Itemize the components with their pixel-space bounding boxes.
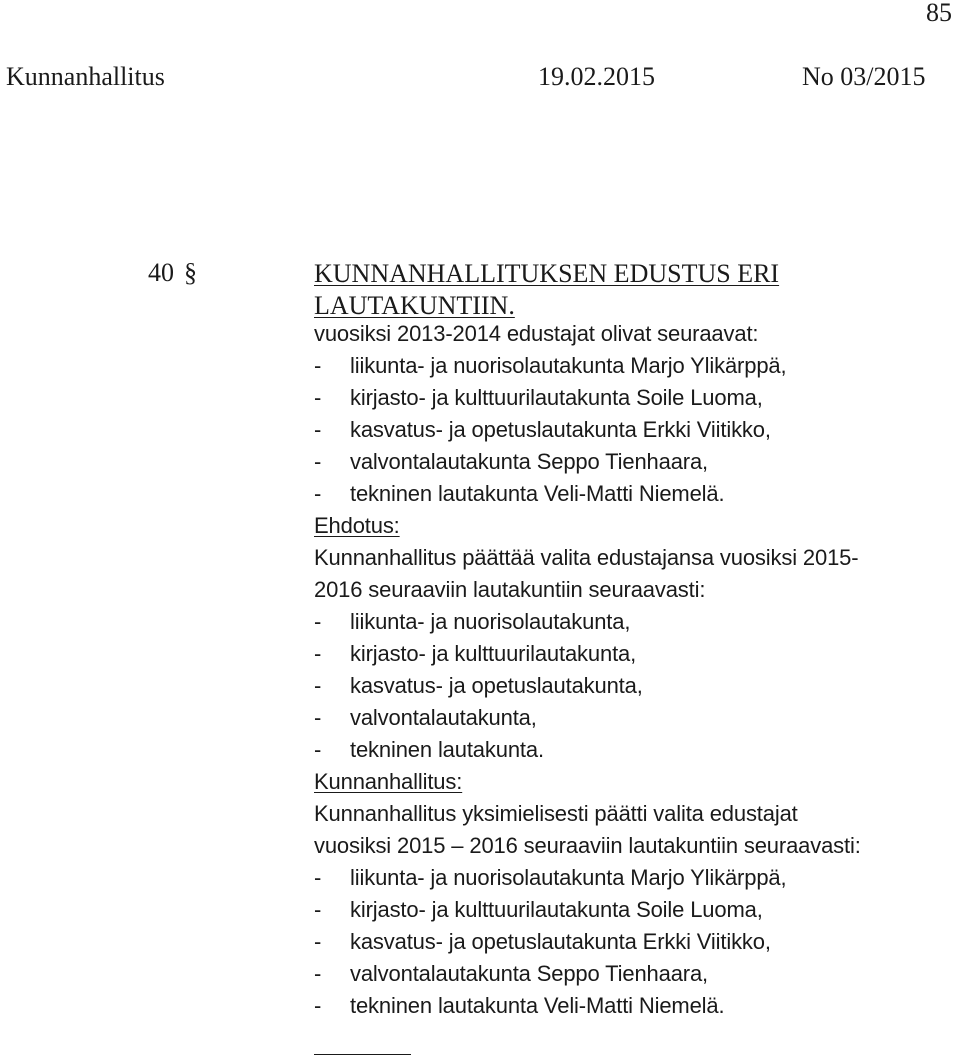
list-item: [314, 446, 954, 478]
background-item: tekninen lautakunta Veli-Matti Niemelä.: [350, 481, 725, 506]
proposal-label: Ehdotus:: [314, 513, 400, 538]
list-marker: -: [314, 929, 322, 954]
list-marker: -: [314, 961, 322, 986]
list-marker: -: [314, 353, 322, 378]
background-item: liikunta- ja nuorisolautakunta Marjo Ylikärppä,: [350, 353, 787, 378]
list-marker: -: [314, 705, 322, 730]
list-item: [314, 734, 954, 766]
proposal-item: kasvatus- ja opetuslautakunta,: [350, 673, 643, 698]
proposal-item: kirjasto- ja kulttuurilautakunta,: [350, 641, 637, 666]
decision-item: kasvatus- ja opetuslautakunta Erkki Viitikko,: [350, 929, 771, 954]
header-organization: Kunnanhallitus: [6, 62, 165, 91]
list-item: [314, 670, 954, 702]
proposal-item: tekninen lautakunta.: [350, 737, 544, 762]
list-marker: -: [314, 609, 322, 634]
list-item: [314, 862, 954, 894]
list-item: [314, 414, 954, 446]
decision-text-line: vuosiksi 2015 – 2016 seuraaviin lautakuntiin seuraavasti:: [314, 833, 861, 858]
list-item: [314, 638, 954, 670]
list-marker: -: [314, 993, 322, 1018]
list-item: [314, 702, 954, 734]
background-intro: vuosiksi 2013-2014 edustajat olivat seuraavat:: [314, 321, 759, 346]
decision-label: Kunnanhallitus:: [314, 769, 463, 794]
proposal-text-line: Kunnanhallitus päättää valita edustajansa vuosiksi 2015-: [314, 545, 859, 570]
decision-item: kirjasto- ja kulttuurilautakunta Soile Luoma,: [350, 897, 763, 922]
background-item: kirjasto- ja kulttuurilautakunta Soile Luoma,: [350, 385, 763, 410]
list-item: [314, 382, 954, 414]
proposal-item: valvontalautakunta,: [350, 705, 537, 730]
list-item: [314, 606, 954, 638]
background-item: valvontalautakunta Seppo Tienhaara,: [350, 449, 709, 474]
list-marker: -: [314, 481, 322, 506]
decision-text-line: Kunnanhallitus yksimielisesti päätti valita edustajat: [314, 801, 798, 826]
list-item: [314, 478, 954, 510]
list-marker: -: [314, 641, 322, 666]
section-number: 40: [148, 258, 174, 287]
decision-item: tekninen lautakunta Veli-Matti Niemelä.: [350, 993, 725, 1018]
minutes-body: [314, 318, 954, 1022]
page-number: 85: [926, 0, 952, 27]
header-document-number: No 03/2015: [802, 62, 926, 91]
list-item: [314, 990, 954, 1022]
list-marker: -: [314, 417, 322, 442]
list-item: [314, 958, 954, 990]
list-marker: -: [314, 737, 322, 762]
list-marker: -: [314, 897, 322, 922]
list-item: [314, 894, 954, 926]
proposal-text-line: 2016 seuraaviin lautakuntiin seuraavasti:: [314, 577, 706, 602]
section-sign: §: [184, 258, 197, 287]
list-marker: -: [314, 449, 322, 474]
list-item: [314, 350, 954, 382]
list-marker: -: [314, 385, 322, 410]
decision-item: valvontalautakunta Seppo Tienhaara,: [350, 961, 709, 986]
background-item: kasvatus- ja opetuslautakunta Erkki Viitikko,: [350, 417, 771, 442]
header-date: 19.02.2015: [538, 62, 655, 91]
footer-rule: [314, 1054, 411, 1055]
decision-item: liikunta- ja nuorisolautakunta Marjo Ylikärppä,: [350, 865, 787, 890]
proposal-item: liikunta- ja nuorisolautakunta,: [350, 609, 631, 634]
list-marker: -: [314, 865, 322, 890]
list-marker: -: [314, 673, 322, 698]
section-title: KUNNANHALLITUKSEN EDUSTUS ERI LAUTAKUNTIIN.: [314, 259, 780, 320]
list-item: [314, 926, 954, 958]
